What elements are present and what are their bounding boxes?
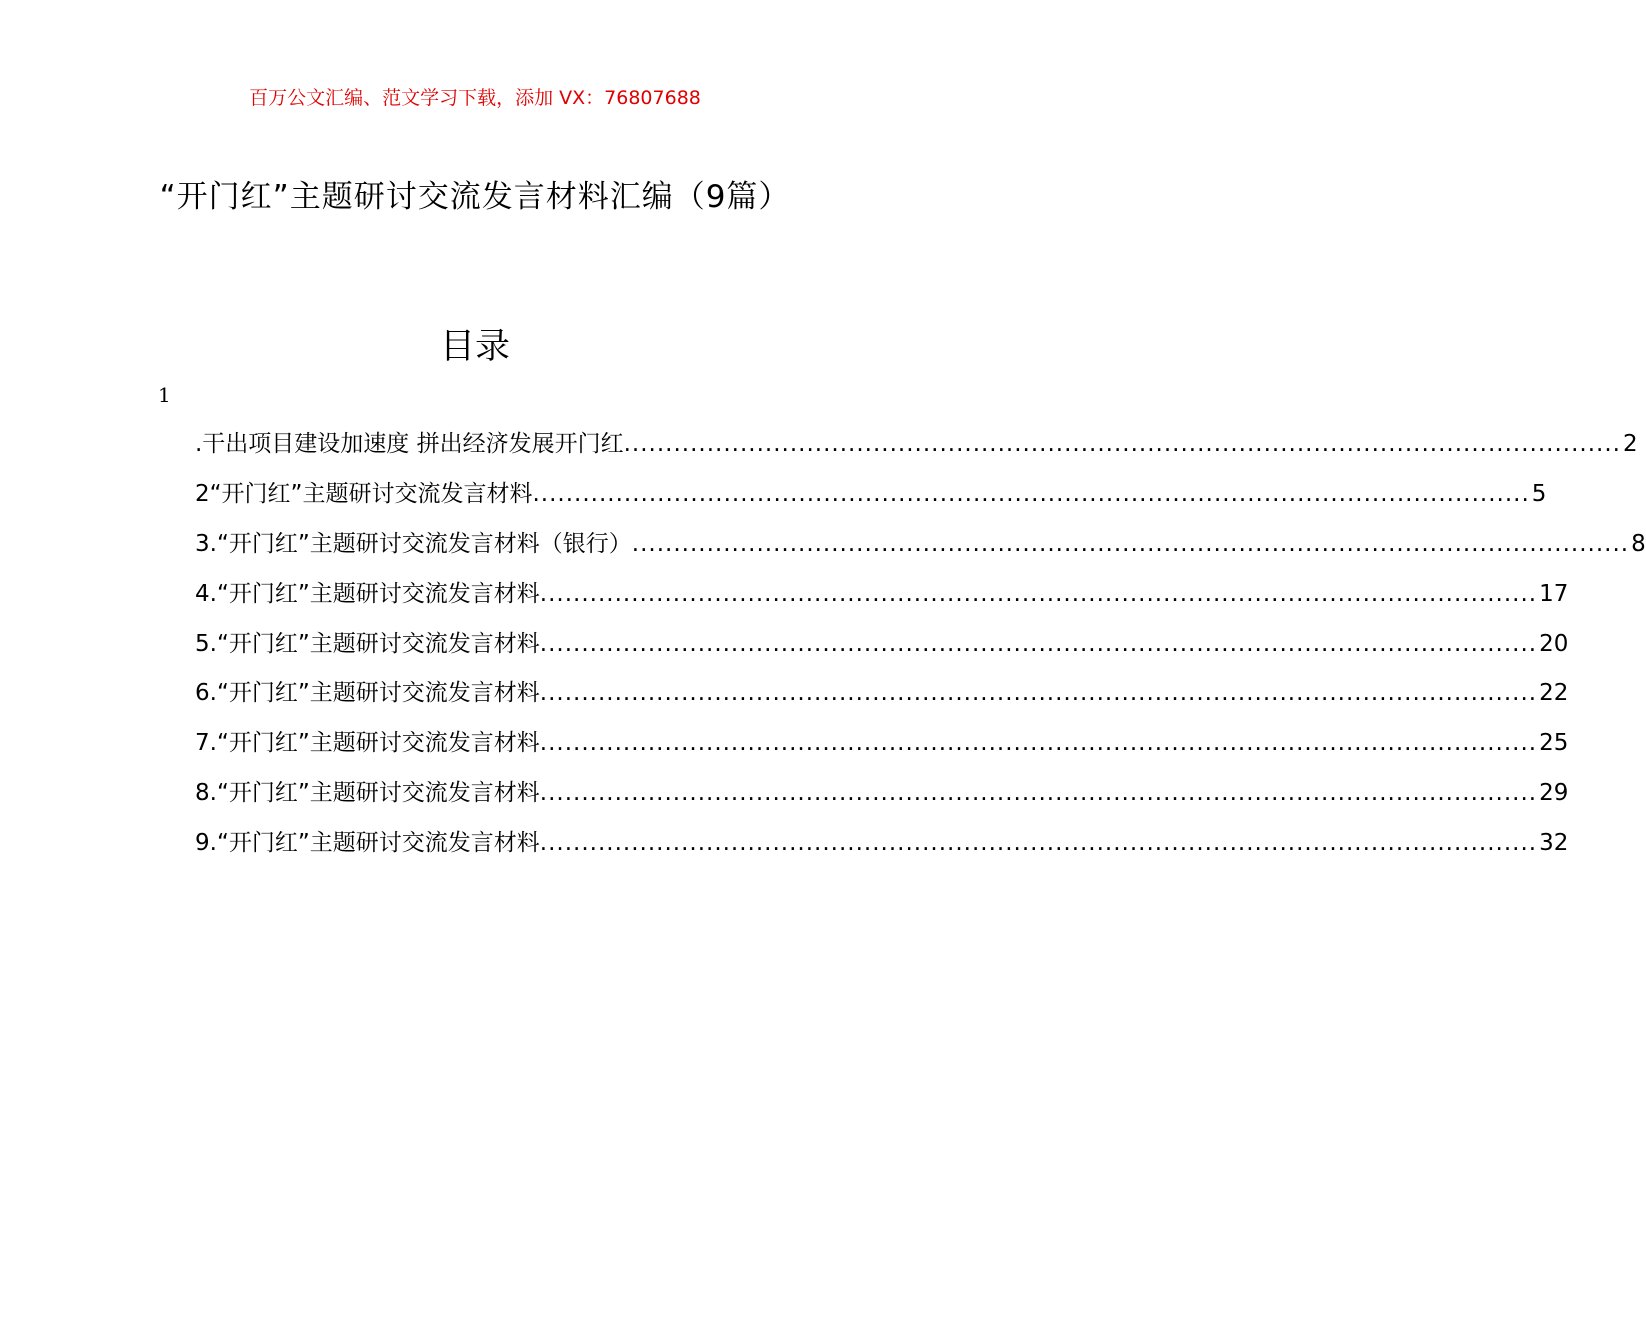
toc-entry-page: 29 — [1539, 780, 1569, 807]
toc-dot-leader: ........................................................................................................................ — [532, 480, 1530, 507]
toc-entry[interactable] — [195, 821, 1569, 871]
toc-dot-leader: ........................................................................................................................ — [631, 530, 1630, 557]
toc-entry-page: 2 — [1622, 431, 1638, 457]
toc-entry-label: 2“开门红”主题研讨交流发言材料 — [195, 480, 533, 507]
toc-entry-label: 4.“开门红”主题研讨交流发言材料 — [195, 580, 540, 607]
list-number: 1 — [158, 383, 171, 407]
toc-dot-leader: ........................................................................................................................ — [539, 730, 1538, 757]
toc-entry-page: 32 — [1539, 830, 1569, 857]
toc-entry[interactable] — [195, 771, 1569, 821]
toc-dot-leader: ........................................................................................................................ — [539, 580, 1538, 607]
toc-dot-leader: ........................................................................................................................ — [539, 830, 1538, 857]
toc-dot-leader: ........................................................................................................................ — [539, 630, 1538, 657]
toc-heading: 目录 — [439, 327, 510, 367]
toc-entry-label: 5.“开门红”主题研讨交流发言材料 — [195, 630, 540, 657]
toc-entry[interactable] — [195, 671, 1569, 721]
toc-entry-label: 9.“开门红”主题研讨交流发言材料 — [195, 830, 540, 857]
toc-entry[interactable] — [195, 721, 1569, 771]
toc-entry[interactable] — [195, 622, 1569, 672]
toc-entry-page: 8 — [1631, 530, 1646, 557]
toc-entry-page: 5 — [1531, 480, 1547, 507]
table-of-contents — [195, 422, 1646, 871]
toc-entry-label: .干出项目建设加速度 拼出经济发展开门红 — [195, 431, 624, 457]
toc-entry-page: 22 — [1539, 680, 1569, 707]
toc-entry-page: 17 — [1539, 580, 1569, 607]
toc-entry-label: 8.“开门红”主题研讨交流发言材料 — [195, 780, 540, 807]
toc-entry-label: 7.“开门红”主题研讨交流发言材料 — [195, 730, 540, 757]
toc-dot-leader: ........................................................................................................................ — [539, 780, 1538, 807]
document-title: “开门红”主题研讨交流发言材料汇编（9篇） — [159, 179, 791, 215]
toc-dot-leader: ........................................................................................................................ — [539, 680, 1538, 707]
toc-entry[interactable] — [195, 472, 1547, 522]
toc-entry[interactable] — [195, 572, 1569, 622]
toc-entry[interactable] — [195, 522, 1646, 572]
toc-dot-leader: ........................................................................................................................ — [623, 431, 1621, 457]
toc-entry-page: 20 — [1539, 630, 1569, 657]
toc-entry[interactable] — [195, 422, 1638, 472]
download-banner: 百万公文汇编、范文学习下载，添加 VX：76807688 — [249, 87, 701, 109]
toc-entry-label: 3.“开门红”主题研讨交流发言材料（银行） — [195, 530, 632, 557]
toc-entry-page: 25 — [1539, 730, 1569, 757]
toc-entry-label: 6.“开门红”主题研讨交流发言材料 — [195, 680, 540, 707]
